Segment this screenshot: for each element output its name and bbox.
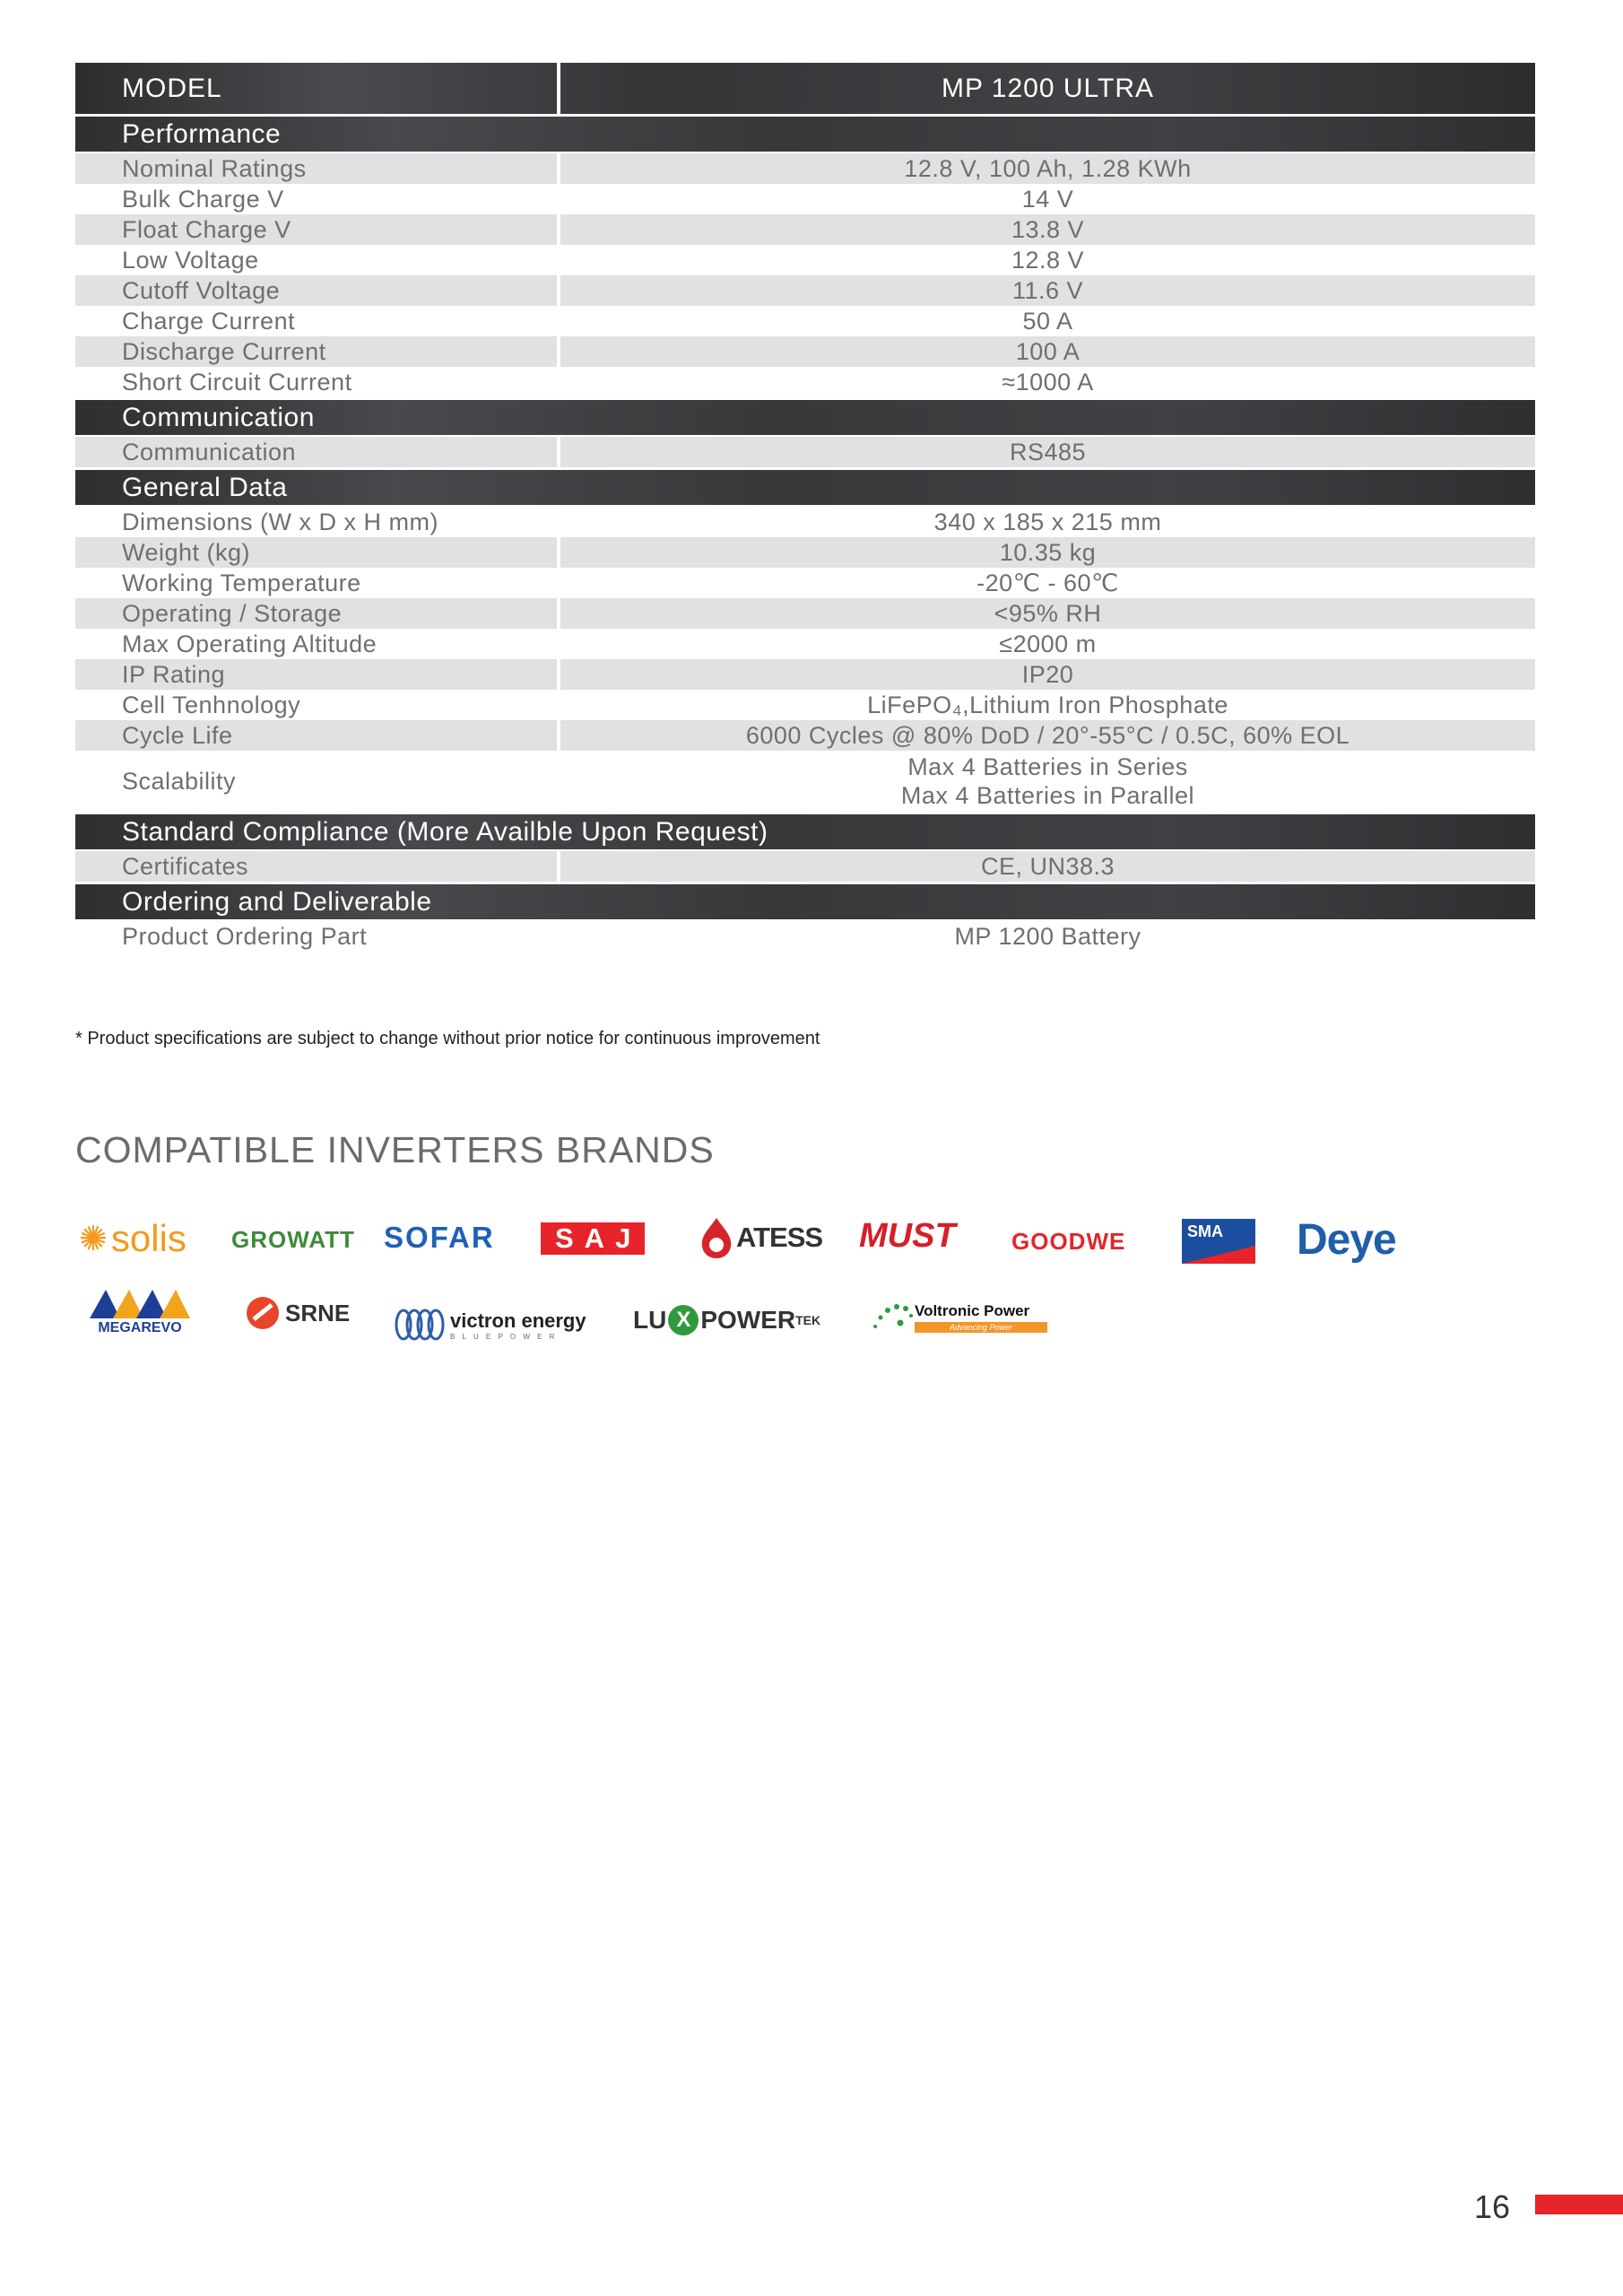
section-standard-compliance: Standard Compliance (More Availble Upon Request)	[75, 814, 1535, 849]
must-logo: MUST	[859, 1216, 956, 1255]
megarevo-mark-icon	[90, 1288, 190, 1318]
table-row: Low Voltage 12.8 V	[122, 246, 1085, 274]
growatt-logo: GROWATT	[231, 1225, 355, 1253]
megarevo-logo: MEGAREVO	[90, 1288, 190, 1338]
victron-logo: victron energy B L U E P O W E R	[395, 1304, 586, 1345]
table-row: Cutoff Voltage 11.6 V	[75, 275, 1535, 306]
table-row: Bulk Charge V 14 V	[122, 185, 1074, 213]
flame-icon	[699, 1216, 734, 1259]
table-row: Max Operating Altitude ≤2000 m	[122, 630, 1097, 657]
deye-logo: Deye	[1297, 1215, 1396, 1264]
atess-logo: ATESS	[699, 1214, 822, 1261]
solis-logo: ✺ solis	[79, 1217, 187, 1259]
page-number: 16	[1474, 2188, 1511, 2225]
table-row: Nominal Ratings 12.8 V, 100 Ah, 1.28 KWh	[75, 153, 1535, 184]
table-row: Float Charge V 13.8 V	[75, 214, 1535, 245]
table-row: Discharge Current 100 A	[75, 336, 1535, 367]
srne-mark-icon	[246, 1296, 280, 1330]
table-row: Communication RS485	[75, 437, 1535, 467]
voltronic-dots-icon	[872, 1300, 913, 1335]
table-header-row	[75, 63, 1535, 114]
section-performance: Performance	[75, 117, 1535, 152]
section-ordering: Ordering and Deliverable	[75, 884, 1535, 919]
sun-icon: ✺	[79, 1220, 108, 1258]
model-label: MODEL	[75, 63, 560, 114]
sofar-logo: SOFAR	[384, 1221, 495, 1254]
spec-table	[75, 63, 1535, 952]
table-row: Product Ordering Part MP 1200 Battery	[122, 922, 1141, 950]
table-row: Certificates CE, UN38.3	[75, 851, 1535, 882]
goodwe-logo: GOODWE	[1011, 1227, 1126, 1255]
section-communication: Communication	[75, 400, 1535, 435]
scalability-parallel: Max 4 Batteries in Parallel	[900, 782, 1195, 809]
table-row: Cycle Life 6000 Cycles @ 80% DoD / 20°-55°C / 0.5C, 60% EOL	[75, 720, 1535, 751]
section-general-data: General Data	[75, 470, 1535, 505]
table-row: Cell Tenhnology LiFePO₄,Lithium Iron Phosphate	[122, 691, 1228, 718]
model-value: MP 1200 ULTRA	[942, 73, 1154, 103]
table-row: Weight (kg) 10.35 kg	[75, 537, 1535, 568]
footnote: * Product specifications are subject to change without prior notice for continuous improvement	[75, 1029, 820, 1048]
table-row: IP Rating IP20	[75, 659, 1535, 690]
voltronic-logo: Voltronic Power Advancing Power	[872, 1290, 1047, 1345]
table-row: Operating / Storage <95% RH	[75, 598, 1535, 629]
brands-title: COMPATIBLE INVERTERS BRANDS	[75, 1129, 715, 1170]
victron-coil-icon	[395, 1307, 447, 1343]
srne-logo: SRNE	[246, 1293, 350, 1333]
table-row: Short Circuit Current ≈1000 A	[122, 368, 1094, 396]
sma-logo: SMA	[1182, 1218, 1255, 1265]
table-row: Scalability Max 4 Batteries in Series Max 4 Batteries in Parallel	[122, 753, 1195, 809]
table-row: Working Temperature -20℃ - 60℃	[122, 569, 1119, 596]
page-accent-bar	[1535, 2195, 1623, 2214]
saj-logo: SAJ	[541, 1222, 645, 1256]
scalability-series: Max 4 Batteries in Series	[907, 753, 1188, 780]
table-row: Dimensions (W x D x H mm) 340 x 185 x 215 mm	[122, 508, 1162, 535]
table-row: Charge Current 50 A	[122, 307, 1073, 335]
luxpower-logo: LU X POWER TEK	[633, 1306, 821, 1334]
